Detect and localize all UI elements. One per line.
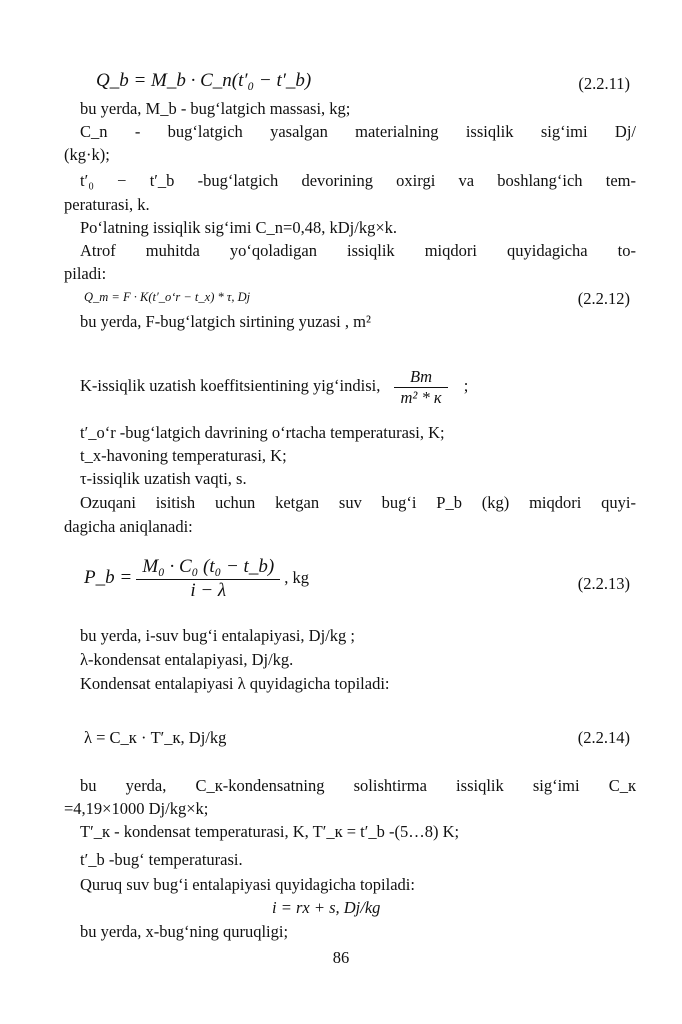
equation-2-2-12: Q_m = F · K(t′_o‘r − t_x) * τ, Dj	[84, 290, 251, 304]
equation-2-2-14: λ = C_к · T′_к, Dj/kg	[84, 728, 227, 747]
text-line: bu yerda, M_b - bug‘latgich massasi, kg;	[80, 99, 351, 118]
text-line: bu yerda, i-suv bug‘i entalapiyasi, Dj/kg ;	[80, 626, 355, 645]
fraction-denominator: i − λ	[190, 579, 227, 601]
text-line: t′_b -bug‘ temperaturasi.	[80, 850, 243, 869]
text-line: T′_к - kondensat temperaturasi, K, T′_к = t′_b -(5…8) K;	[80, 822, 460, 841]
text-line: =4,19×1000 Dj/kg×k;	[64, 799, 209, 818]
text-line: Kondensat entalapiyasi λ quyidagicha topiladi:	[80, 674, 390, 693]
equation-number: (2.2.14)	[577, 728, 630, 747]
text-line: t_x-havoning temperaturasi, K;	[80, 446, 287, 465]
equation-number: (2.2.11)	[578, 74, 630, 93]
equation-lhs: P_b =	[84, 567, 133, 589]
equation-enthalpy: i = rx + s, Dj/kg	[272, 898, 381, 917]
fraction	[394, 367, 447, 408]
text-line-with-fraction	[80, 367, 636, 408]
equation-number: (2.2.12)	[577, 289, 630, 308]
text-line: t′_o‘r -bug‘latgich davrining o‘rtacha temperaturasi, K;	[80, 423, 445, 442]
text-line: Quruq suv bug‘i entalapiyasi quyidagicha topiladi:	[80, 875, 415, 894]
text-line: (kg·k);	[64, 145, 110, 164]
equation-number: (2.2.13)	[577, 574, 630, 593]
text-line: C_n - bug‘latgich yasalgan materialning issiqlik sig‘imi Dj/	[80, 122, 636, 141]
text-span: K-issiqlik uzatish koeffitsientining yig‘indisi,	[80, 376, 381, 396]
text-line: peraturasi, k.	[64, 195, 150, 214]
text-line: Ozuqani isitish uchun ketgan suv bug‘i P_b (kg) miqdori quyi-	[80, 493, 636, 512]
text-line: λ-kondensat entalapiyasi, Dj/kg.	[80, 650, 294, 669]
text-line: dagicha aniqlanadi:	[64, 517, 193, 536]
text-line: t′₀ − t′_b -bug‘latgich devorining oxirgi va boshlang‘ich tem-	[80, 171, 636, 190]
text-line: Atrof muhitda yo‘qoladigan issiqlik miqdori quyidagicha to-	[80, 241, 636, 260]
fraction-denominator: m² * к	[400, 387, 442, 407]
fraction-numerator: Bm	[394, 367, 447, 388]
equation-2-2-13	[84, 556, 636, 603]
text-line: bu yerda, C_к-kondensatning solishtirma issiqlik sig‘imi C_к	[80, 776, 636, 795]
text-line: bu yerda, x-bug‘ning quruqligi;	[80, 922, 289, 941]
text-line: bu yerda, F-bug‘latgich sirtining yuzasi , m²	[80, 312, 371, 331]
text-line: Po‘latning issiqlik sig‘imi C_n=0,48, kDj/kg×k.	[80, 218, 398, 237]
text-span: ;	[463, 376, 469, 396]
fraction-numerator: M₀ · C₀ (t₀ − t_b)	[136, 556, 280, 580]
equation-unit: , kg	[284, 568, 310, 588]
page-number: 86	[332, 948, 350, 967]
text-line: τ-issiqlik uzatish vaqti, s.	[80, 469, 247, 488]
equation-2-2-11: Q_b = M_b · C_n(t′₀ − t′_b)	[96, 70, 312, 91]
text-line: piladi:	[64, 264, 107, 283]
fraction	[136, 556, 280, 603]
